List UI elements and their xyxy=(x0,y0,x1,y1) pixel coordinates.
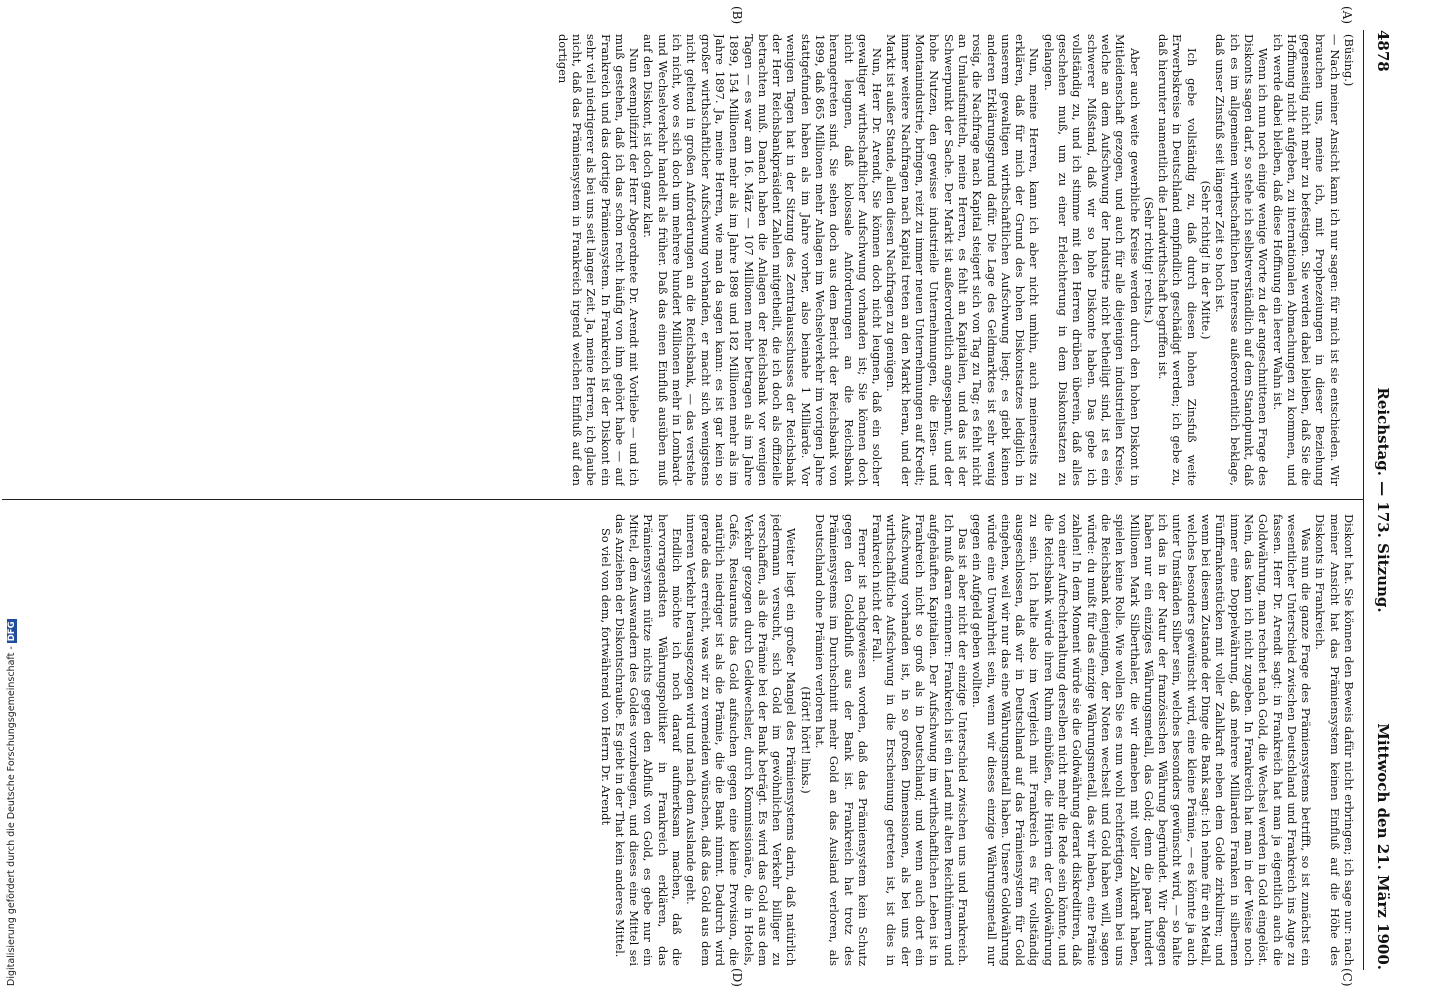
paragraph: (Hört! hört! links.) xyxy=(798,686,813,794)
left-text-column xyxy=(11,34,1356,486)
paragraph: Nun, Herr Dr. Arendt, Sie können doch nicht leugnen, daß ein solcher gewaltiger wirthschaftlicher Aufschwung vorhanden ist; Sie können doch nicht leugnen, daß kolossale Anforderungen an die Reichsbank herangetreten sind. Sie sehen doch aus dem Bericht der Reichsbank von 1899, daß 865 Millionen mehr Anlagen im Wechselverkehr im vorigen Jahre stattgefunden haben als im Jahre vorher, also beinahe 1 Milliarde. Vor wenigen Tagen hat in der Sitzung des Zentralausschusses der Reichsbank der Herr Reichsbankpräsident Zahlen mitgetheilt, die ich doch als offizielle betrachten muß. Danach haben die Anlagen der Reichsbank vor wenigen Tagen — es war am 16. März — 107 Millionen mehr betragen als im Jahre 1899, 154 Millionen mehr als im Jahre 1898 und 182 Millionen mehr als im Jahre 1897. Ja, meine Herren, wie man da sagen kann: es ist gar kein so großer wirthschaftlicher Aufschwung vorhanden, er macht sich wenigstens nicht geltend in großen Anforderungen an die Reichsbank, — das verstehe ich nicht, wo es sich doch um mehrere hundert Millionen mehr in Lombard- und Wechselverkehr handelt als früher. Daß das einen Einfluß ausüben muß auf den Diskont, ist doch ganz klar. xyxy=(641,34,885,486)
margin-mark-d: (D) xyxy=(730,968,744,987)
page-number: 4878 xyxy=(1374,30,1392,72)
paragraph: Wenn ich nun noch einige wenige Worte zu der angeschnittenen Frage des Diskonts sagen darf, so stehe ich selbstverständlich auf dem Standpunkt, daß ich es im allgemeinen wirthschaftlichen Interesse außerordentlich beklage, daß unser Zinsfuß seit längerer Zeit so hoch ist. xyxy=(1213,34,1271,486)
paragraph: Ferner ist nachgewiesen worden, daß das Prämiensystem kein Schutz gegen den Goldabfluß aus der Bank ist. Frankreich hat trotz des Prämiensystems im Durchschnitt mehr Gold an das Ausland verloren, als Deutschland ohne Prämien verloren hat. xyxy=(813,514,870,966)
margin-mark-c: (C) xyxy=(1340,968,1354,987)
paragraph: Nun exemplifizirt der Herr Abgeordnete Dr. Arendt mit Vorliebe — und ich muß gestehen, daß ich das schon recht häufig von ihm gehört habe — auf Frankreich und das dortige Prämiensystem. In Frankreich ist der Diskont ein sehr viel niedrigerer als bei uns seit langer Zeit. Ja, meine Herren, ich glaube nicht, daß das Prämiensystem in Frankreich irgend welchen Einfluß auf den dortigen xyxy=(555,34,642,486)
paragraph: Das ist aber nicht der einzige Unterschied zwischen uns und Frankreich. Ich muß daran erinnern: Frankreich ist ein Land mit alten Reichthümern und aufgehäuften Kapitalien. Der Aufschwung im wirthschaftlichen Leben ist in Frankreich nicht so groß als in Deutschland; und wenn auch dort ein Aufschwung vorhanden ist, in so großen Dimensionen, als bei uns der wirthschaftliche Aufschwung in die Erscheinung getreten ist, ist dies in Frankreich nicht der Fall. xyxy=(870,514,970,966)
dfg-logo: DFG xyxy=(7,621,17,642)
page-title: Reichstag. — 173. Sitzung. xyxy=(1374,387,1392,613)
paragraph: Weiter liegt ein großer Mangel des Prämiensystems darin, daß natürlich jedermann versucht, sich Gold im gewöhnlichen Verkehr billiger zu verschaffen, als die Prämie bei der Bank beträgt. Es wird das Gold aus dem Verkehr gezogen durch Geldwechsler, durch Kommissionäre, die in Hotels, Cafés, Restaurants das Gold aufsuchen gegen eine kleine Provision, die natürlich niedriger ist als die Prämie, die die Bank nimmt. Dadurch wird gerade das erreicht, was wir zu vermeiden wünschen, daß das Gold aus dem inneren Verkehr herausgezogen wird und nach dem Auslande geht. xyxy=(684,514,799,966)
paragraph: (Sehr richtig! in der Mitte.) xyxy=(1199,180,1214,340)
right-text-column xyxy=(11,514,1356,966)
header-rule xyxy=(1363,30,1364,970)
paragraph: Ich gebe vollständig zu, daß durch diesen hohen Zinsfuß weite Erwerbskreise in Deutschland empfindlich geschädigt werden; ich gebe zu, daß hierunter namentlich die Landwirthschaft begriffen ist. xyxy=(1156,34,1199,486)
credit-text: Digitalisierung gefördert durch die Deutsche Forschungsgemeinschaft - xyxy=(6,646,17,986)
paragraph: (Sehr richtig! rechts.) xyxy=(1141,196,1156,324)
paragraph: Endlich möchte ich noch darauf aufmerksam machen, daß die hervorragendsten Währungspolitiker in Frankreich erklären, das Prämiensystem nütze nichts gegen den Abfluß von Gold, es gebe nur ein Mittel, dem Auswandern des Goldes vorzubeugen, und dieses eine Mittel sei das Anziehen der Diskontschraube. Es giebt in der That kein anderes Mittel. xyxy=(612,514,685,966)
paragraph: Aber auch weite gewerbliche Kreise werden durch den hohen Diskont in Mitleidenschaft gezogen, und auch für alle diejenigen industriellen Kreise, welche an dem Aufschwung der Industrie nicht betheiligt sind, ist es ein schwerer Mißstand, daß wir so hohe Diskonte haben. Das gebe ich vollständig zu, und ich stimme mit den Herren drüben überein, daß alles geschehen muß, um zu einer Erleichterung in dem Diskontsatzen zu gelangen. xyxy=(1041,34,1142,486)
margin-mark-a: (A) xyxy=(1340,6,1354,25)
paragraph: Diskont hat. Sie können den Beweis dafür nicht erbringen; ich sage nur: nach meiner Ansicht hat das Prämiensystem keinen Einfluß auf die Höhe des Diskonts in Frankreich. xyxy=(1313,514,1356,966)
paragraph: Nun, meine Herren, kann ich aber nicht umhin, auch meinerseits zu erklären, daß für mich der Grund des hohen Diskontsatzes lediglich in unserem gewaltigen wirthschaftlichen Aufschwung liegt; es giebt keinen anderen Erklärungsgrund dafür. Die Lage des Geldmarktes ist sehr wenig rosig, die Nachfrage nach Kapital steigert sich von Tag zu Tag; es fehlt nicht an Umlaufsmitteln, meine Herren, es fehlt an Kapitalien, und das ist der Schwerpunkt der Sache. Der Markt ist außerordentlich angespannt, und der hohe Nutzen, den gewisse industrielle Unternehmungen, die Eisen- und Montanindustrie, bringen, reizt zu immer neuen Unternehmungen auf Kredit; immer weitere Nachfragen nach Kapital treten an den Markt heran, und der Markt ist außer Stande, allen diesen Nachfragen zu genügen. xyxy=(884,34,1042,486)
column-divider xyxy=(2,499,1364,500)
session-date: Mittwoch den 21. März 1900. xyxy=(1374,723,1392,970)
paragraph: (Büsing.) xyxy=(1342,34,1356,87)
margin-mark-b: (B) xyxy=(730,6,744,25)
page-header xyxy=(1368,30,1392,970)
paragraph: — Nach meiner Ansicht kann ich nur sagen: für mich ist sie entschieden. Wir brauchen uns, meine ich, mit Prophezeiungen in dieser Beziehung gegenseitig nicht mehr zu befestigen. Sie werden dabei bleiben, daß Sie die Hoffnung nicht aufgeben, zu internationalen Abmachungen zu kommen, und ich werde dabei bleiben, daß diese Hoffnung ein leerer Wahn ist. xyxy=(1270,34,1342,486)
paragraph: So viel von dem, fortwährend von Herrn Dr. Arendt xyxy=(598,528,613,826)
paragraph: Was nun die ganze Frage des Prämiensystems betrifft, so ist zunächst ein wesentlicher Unterschied zwischen Deutschland und Frankreich ins Auge zu fassen. Herr Dr. Arendt sagt: in Frankreich hat man ja eigentlich auch die Goldwährung, man rechnet nach Gold, die Wechsel werden in Gold eingelöst. Nein, das kann ich nicht zugeben. In Frankreich hat man in der Weise noch immer eine Doppelwährung, daß mehrere Milliarden Franken in silbernen Fünffrankenstücken mit voller Zahlkraft neben dem Golde zirkuliren; und wenn bei diesem Zustande der Dinge die Bank sagt: ich nehme für ein Metall, welches besonders gewünscht wird, eine kleine Prämie, — es könnte ja auch unter Umständen Silber sein, welches besonders gewünscht wird, — so halte ich das in der Natur der französischen Währung begründet. Wir dagegen haben nur ein einziges Währungsmetall, das Gold; denn die paar hundert Millionen Mark Silberthaler, die wir daneben mit voller Zahlkraft haben, spielen keine Rolle. Wie wollen Sie es nun wohl rechtfertigen, wenn bei uns die Reichsbank denjenigen, der Noten wechselt und Gold haben will, sagen würde: du mußt für das einzige Währungsmetall, das wir haben, eine Prämie zahlen! In dem Moment würde sie die Goldwährung derart diskreditiren, daß von einer Aufrechterhaltung derselben nicht mehr die Rede sein könnte, und die Reichsbank würde ihren Ruhm einbüßen, die Hüterin der Goldwährung zu sein. Ich halte also im Vergleich mit Frankreich es für vollständig ausgeschlossen, daß wir in Deutschland auf das Prämiensystem für Gold eingehen, weil wir nur das eine Währungsmetall haben. Unsere Goldwährung würde eine Unwahrheit sein, wenn wir dieses einzige Währungsmetall nur gegen ein Aufgeld geben wollten. xyxy=(970,514,1314,966)
digitization-credit xyxy=(6,0,17,986)
